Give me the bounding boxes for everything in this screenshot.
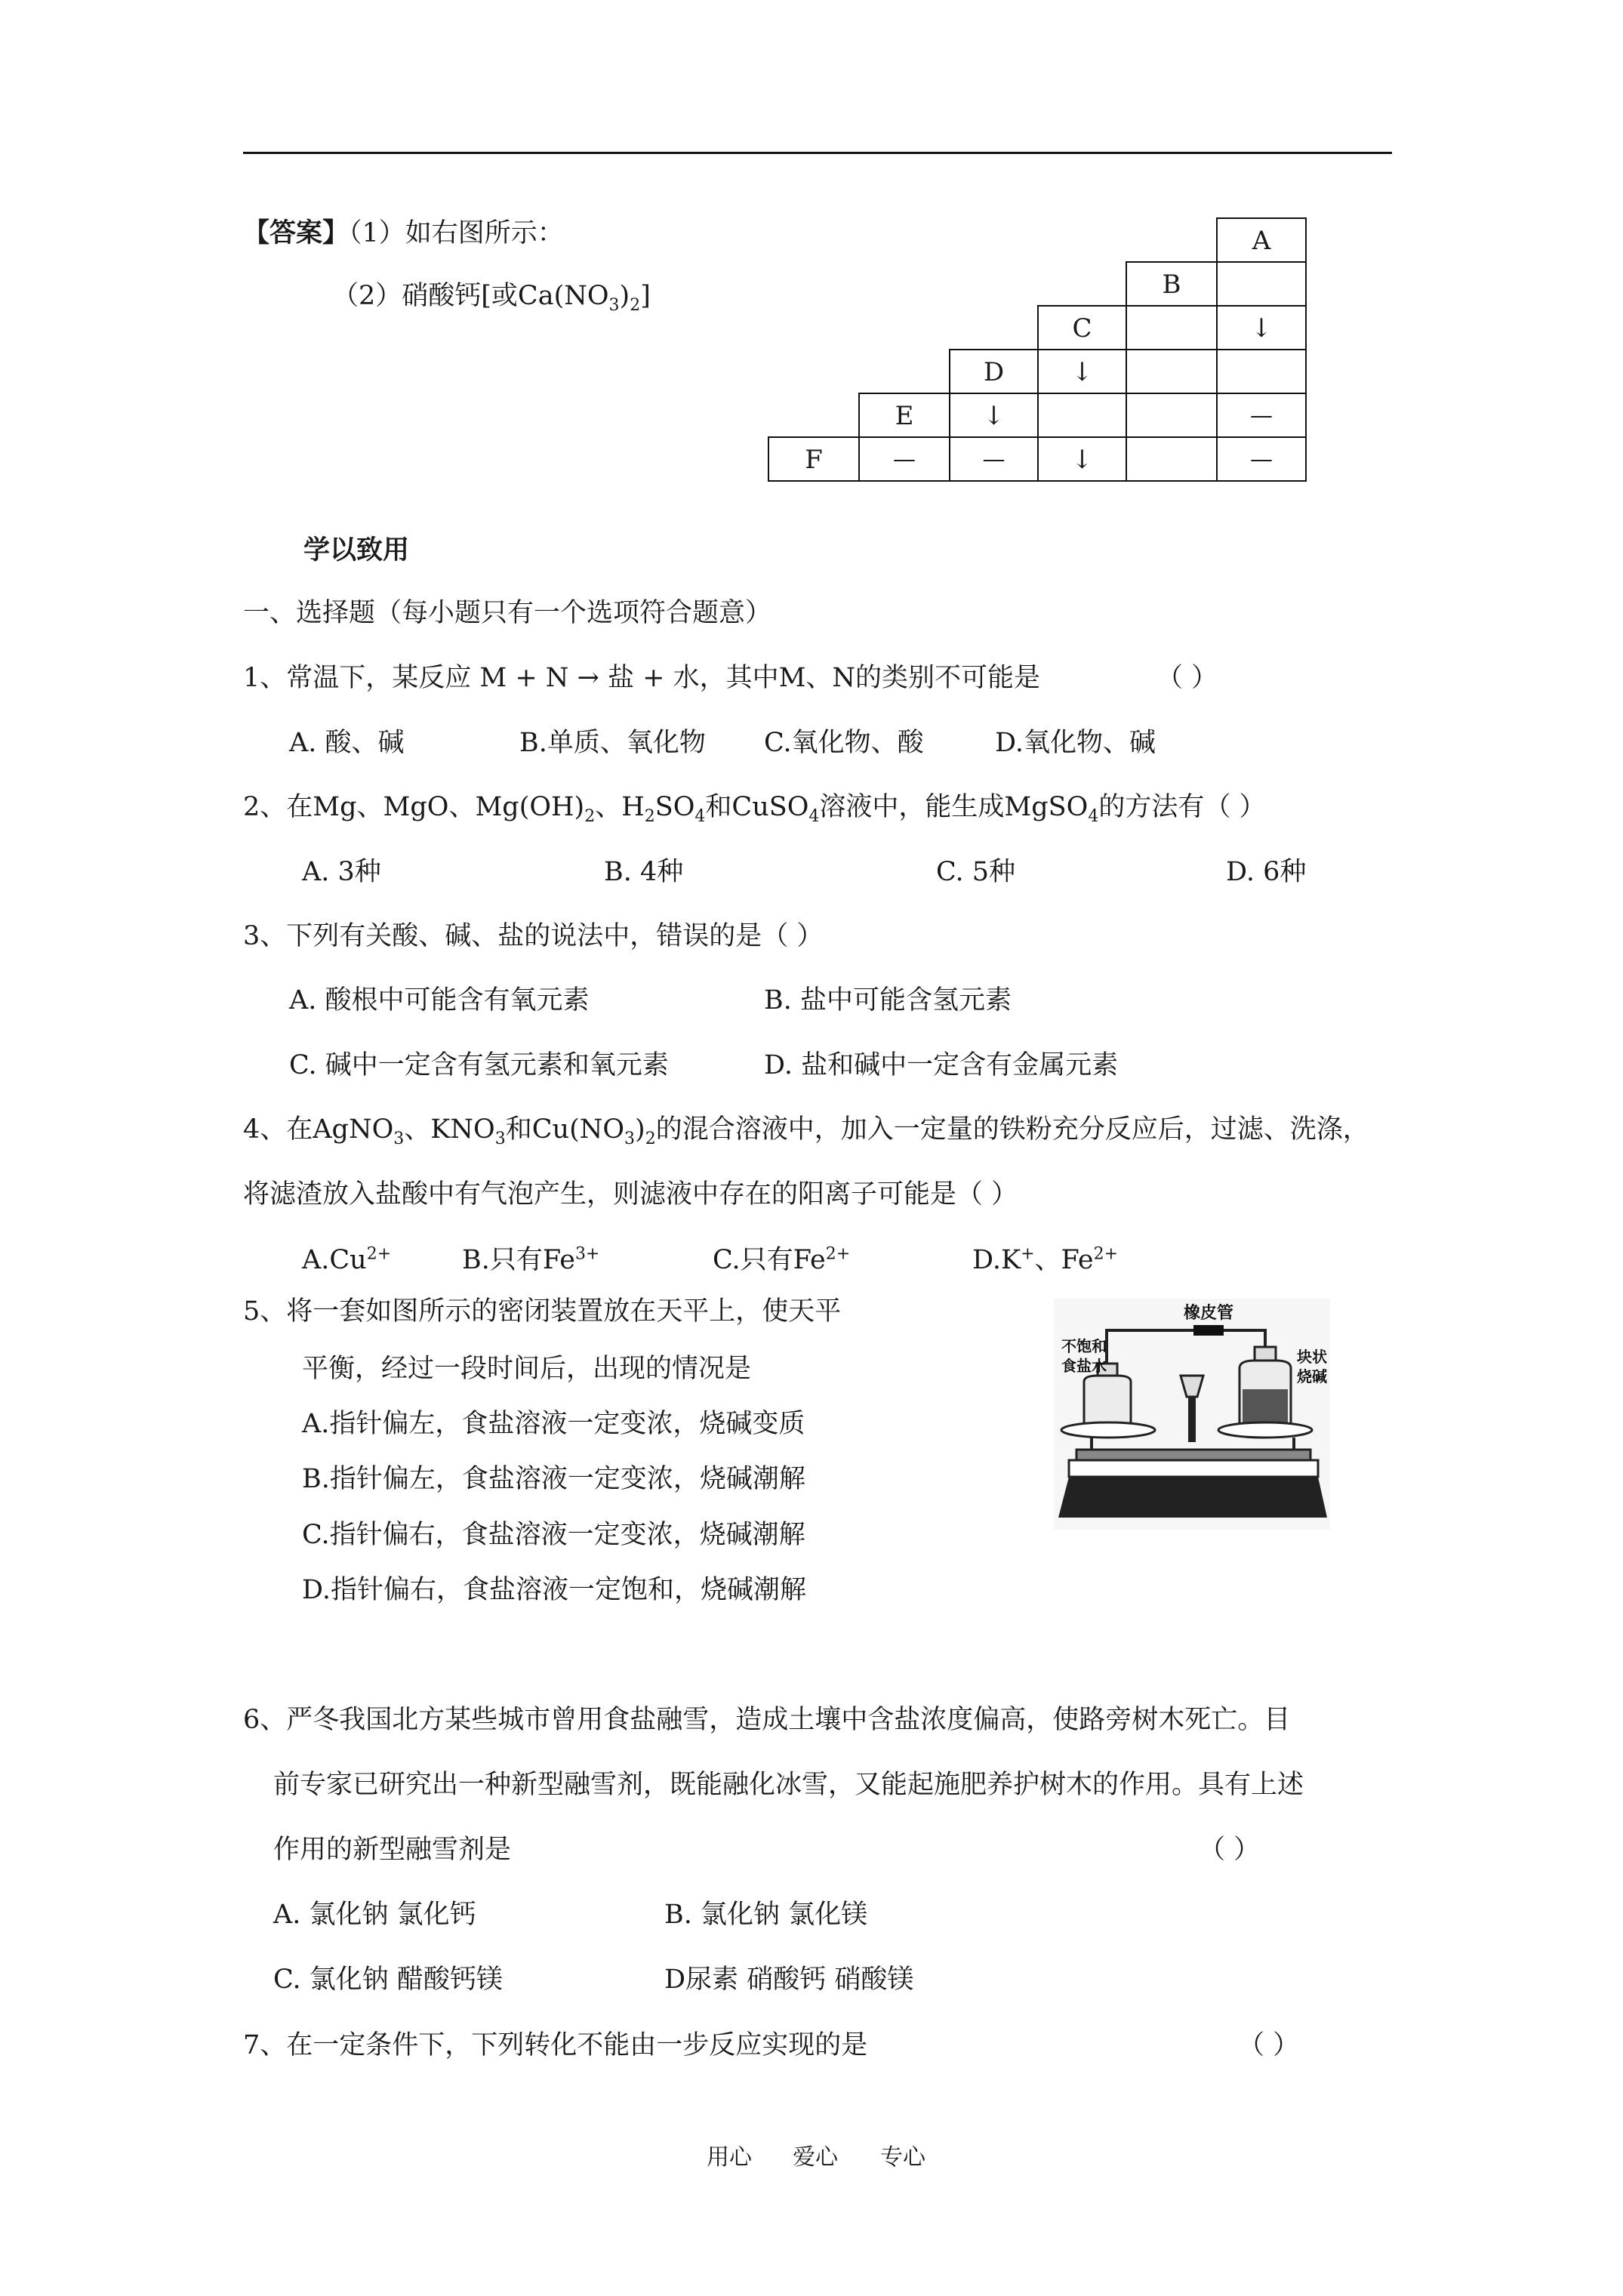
q2-stem: 2、在Mg、MgO、$Mg(OH)_2$、$H_2SO_4$和CuSO$_4$溶液中，能生成MgSO$_4$的方法有（ ） [243, 792, 1266, 826]
fig-label-tube: 橡皮管 [1183, 1304, 1234, 1323]
header-rule [243, 152, 1392, 154]
q5-option-b: B.指针偏左，食盐溶液一定变浓，烧碱潮解 [302, 1464, 805, 1494]
grid-cell-empty [1216, 349, 1307, 394]
footer-text-2: 爱心 [793, 2144, 838, 2171]
q4-option-a: $A.Cu^{2+}$ [302, 1244, 392, 1275]
q3-option-a: A. 酸根中可能含有氧元素 [289, 985, 590, 1015]
answer-line-1 [243, 217, 564, 250]
q6-answer-paren: （ ） [1199, 1835, 1261, 1865]
q2-option-b: B. 4种 [604, 857, 684, 887]
q1-option-b: B.单质、氧化物 [519, 728, 706, 758]
q3-stem: 3、下列有关酸、碱、盐的说法中，错误的是（ ） [243, 921, 824, 951]
q6-option-d: D尿素 硝酸钙 硝酸镁 [664, 1965, 914, 1995]
q3-option-c: C. 碱中一定含有氢元素和氧元素 [289, 1050, 669, 1080]
q7-answer-paren: （ ） [1238, 2030, 1300, 2060]
grid-cell-dash: — [1216, 393, 1307, 438]
footer-text-3: 专心 [880, 2144, 925, 2171]
grid-cell-empty [1126, 305, 1218, 350]
grid-cell-dash: — [949, 436, 1039, 482]
q5-option-d: D.指针偏右，食盐溶液一定饱和，烧碱潮解 [302, 1575, 806, 1605]
grid-cell-empty [1126, 436, 1218, 482]
grid-cell-arrow: ↓ [1037, 349, 1127, 394]
q6-option-b: B. 氯化钠 氯化镁 [664, 1900, 868, 1930]
q2-option-c: C. 5种 [936, 857, 1016, 887]
q5-stem-line2: 平衡，经过一段时间后，出现的情况是 [302, 1354, 752, 1384]
fig-label-right-1: 块状 [1297, 1348, 1327, 1366]
grid-cell-arrow: ↓ [1216, 305, 1307, 350]
grid-cell-empty [1037, 393, 1127, 438]
answer-line-2: （2）硝酸钙[或$Ca(NO_3)_2$] [332, 281, 651, 315]
q4-stem-line2: 将滤渣放入盐酸中有气泡产生，则滤液中存在的阳离子可能是（ ） [243, 1179, 1018, 1210]
grid-cell-C: C [1037, 305, 1127, 350]
fig-label-right-2: 烧碱 [1297, 1367, 1327, 1385]
grid-cell-empty [1216, 261, 1307, 307]
q2-option-a: A. 3种 [302, 857, 381, 887]
q3-option-d: D. 盐和碱中一定含有金属元素 [764, 1050, 1119, 1080]
q1-answer-paren: （ ） [1156, 663, 1218, 693]
section-heading: 学以致用 [303, 535, 410, 566]
balance-apparatus-figure [1054, 1299, 1330, 1530]
q6-option-c: C. 氯化钠 醋酸钙镁 [273, 1965, 503, 1995]
grid-cell-arrow: ↓ [1037, 436, 1127, 482]
q2-option-d: D. 6种 [1226, 857, 1307, 887]
answer-part-1: （1）如右图所示： [349, 218, 564, 248]
grid-cell-empty [1126, 393, 1218, 438]
footer-text-1: 用心 [707, 2144, 752, 2171]
q6-option-a: A. 氯化钠 氯化钙 [273, 1900, 476, 1930]
q7-stem: 7、在一定条件下，下列转化不能由一步反应实现的是 [243, 2030, 868, 2060]
q3-option-b: B. 盐中可能含氢元素 [764, 985, 1012, 1015]
q5-option-a: A.指针偏左，食盐溶液一定变浓，烧碱变质 [302, 1409, 805, 1439]
q1-stem: 1、常温下，某反应 M + N → 盐 + 水，其中M、N的类别不可能是 [243, 663, 1041, 693]
q6-stem-line1: 6、严冬我国北方某些城市曾用食盐融雪，造成土壤中含盐浓度偏高，使路旁树木死亡。目 [243, 1705, 1291, 1735]
grid-cell-empty [1126, 349, 1218, 394]
grid-cell-A: A [1216, 217, 1307, 263]
answer-grid [768, 217, 1305, 485]
q4-option-d: D.K+、$Fe^{2+}$ [972, 1244, 1119, 1275]
q1-option-a: A. 酸、碱 [289, 728, 405, 758]
q4-stem-line1: 4、在AgNO$_3$、$KNO_3$和$Cu(NO_3)_2$的混合溶液中，加入一定量的铁粉充分反应后，过滤、洗涤， [243, 1114, 1369, 1148]
grid-cell-E: E [858, 393, 950, 438]
q5-option-c: C.指针偏右，食盐溶液一定变浓，烧碱潮解 [302, 1520, 805, 1550]
q6-stem-line2: 前专家已研究出一种新型融雪剂，既能融化冰雪，又能起施肥养护树木的作用。具有上述 [273, 1770, 1304, 1800]
q1-option-c: C.氧化物、酸 [764, 728, 924, 758]
grid-cell-dash: — [1216, 436, 1307, 482]
q6-stem-line3: 作用的新型融雪剂是 [273, 1835, 512, 1865]
q1-option-d: D.氧化物、碱 [995, 728, 1156, 758]
part-heading: 一、选择题（每小题只有一个选项符合题意） [243, 598, 772, 628]
q5-stem-line1: 5、将一套如图所示的密闭装置放在天平上，使天平 [243, 1296, 842, 1327]
fig-label-left-1: 不饱和 [1061, 1337, 1107, 1355]
grid-cell-B: B [1126, 261, 1218, 307]
q4-option-b: B.只有$Fe^{3+}$ [462, 1244, 600, 1275]
grid-cell-arrow: ↓ [949, 393, 1039, 438]
grid-cell-D: D [949, 349, 1039, 394]
fig-label-left-2: 食盐水 [1061, 1357, 1107, 1375]
grid-cell-F: F [768, 436, 860, 482]
q4-option-c: C.只有$Fe^{2+}$ [713, 1244, 851, 1275]
grid-cell-dash: — [858, 436, 950, 482]
answer-label: 【答案】 [243, 217, 350, 248]
